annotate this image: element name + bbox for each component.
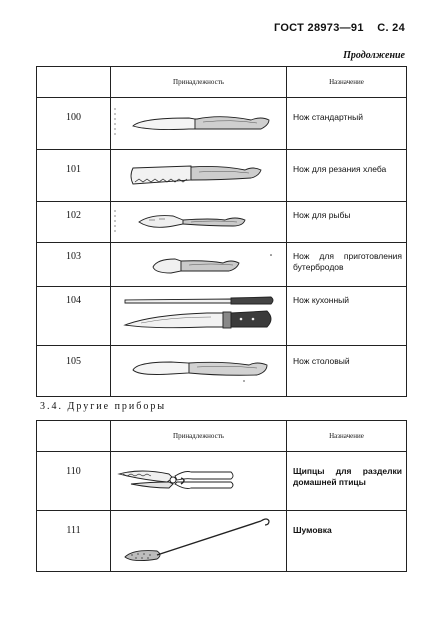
page-header <box>274 22 405 34</box>
page-number: С. 24 <box>377 22 405 34</box>
table-row <box>37 287 407 346</box>
dinner-knife-icon <box>111 346 287 396</box>
fish-knife-icon <box>111 202 287 242</box>
table-header-row <box>37 421 407 452</box>
item-number: 100 <box>37 98 111 150</box>
item-name: Нож кухонный <box>287 287 407 346</box>
cutlery-table-knives <box>36 66 407 397</box>
table-row <box>37 150 407 202</box>
table-row <box>37 452 407 511</box>
item-number: 105 <box>37 346 111 397</box>
standard-number: ГОСТ 28973—91 <box>273 22 364 34</box>
table-header-row <box>37 67 407 98</box>
item-name: Нож столовый <box>287 346 407 397</box>
column-header-number <box>37 67 111 98</box>
table-row <box>37 202 407 243</box>
column-header-item: Принадлежность <box>111 421 287 452</box>
cutlery-table-other <box>36 420 407 572</box>
item-name: Нож стандартный <box>287 98 407 150</box>
kitchen-knife-icon <box>111 287 287 345</box>
item-number: 104 <box>37 287 111 346</box>
sandwich-knife-icon <box>111 243 287 286</box>
item-name: Щипцы для разделки домашней птицы <box>287 452 407 511</box>
column-header-purpose: Назначение <box>287 421 407 452</box>
table-knife-icon <box>111 98 287 149</box>
table-row <box>37 98 407 150</box>
item-name: Шумовка <box>287 511 407 572</box>
item-name: Нож для приготовления бутербродов <box>287 243 407 287</box>
item-number: 101 <box>37 150 111 202</box>
item-number: 102 <box>37 202 111 243</box>
column-header-number <box>37 421 111 452</box>
item-name: Нож для резания хлеба <box>287 150 407 202</box>
item-name: Нож для рыбы <box>287 202 407 243</box>
table-row <box>37 243 407 287</box>
item-number: 111 <box>37 511 111 572</box>
column-header-purpose: Назначение <box>287 67 407 98</box>
item-number: 103 <box>37 243 111 287</box>
poultry-shears-icon <box>111 452 287 510</box>
table-row <box>37 346 407 397</box>
table-row <box>37 511 407 572</box>
section-title: 3.4. Другие приборы <box>40 401 167 412</box>
bread-knife-icon <box>111 150 287 201</box>
skimmer-icon <box>111 511 287 571</box>
item-number: 110 <box>37 452 111 511</box>
column-header-item: Принадлежность <box>111 67 287 98</box>
continuation-label: Продолжение <box>343 50 405 61</box>
